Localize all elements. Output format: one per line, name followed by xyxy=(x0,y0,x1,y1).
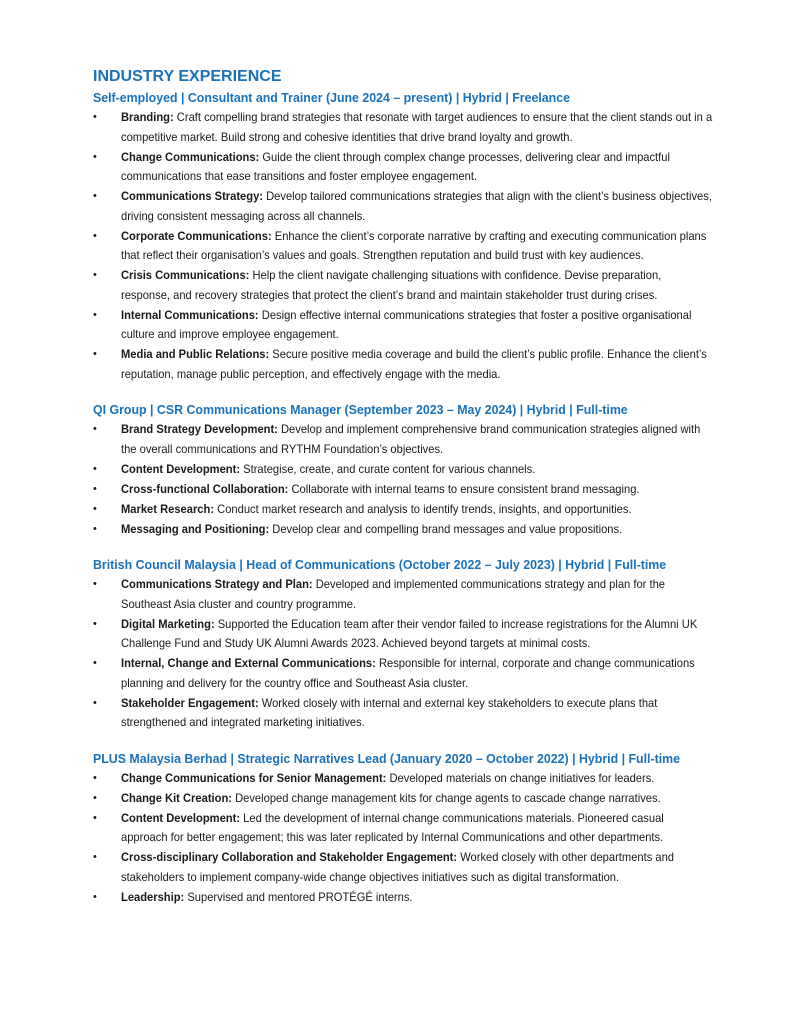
bullet-text: Developed materials on change initiatives for leaders. xyxy=(386,770,655,785)
bullet-icon: • xyxy=(93,308,97,321)
list-item xyxy=(93,148,713,187)
job-entry-self-employed xyxy=(93,90,713,384)
list-item xyxy=(93,345,713,384)
job-title: Self-employed | Consultant and Trainer (June 2024 – present) | Hybrid | Freelance xyxy=(93,90,571,105)
job-title: QI Group | CSR Communications Manager (September 2023 – May 2024) | Hybrid | Full-time xyxy=(93,402,628,417)
bullet-text: Help the client navigate challenging situations with confidence. Devise preparation, response, and recovery strategies that protect the client’s brand and maintain stakeholder trust during crises. xyxy=(121,268,662,302)
bullet-text: Worked closely with internal and external key stakeholders to execute plans that strengthened and integrated marketing initiatives. xyxy=(121,695,658,729)
bullet-text: Developed and implemented communications strategy and plan for the Southeast Asia cluster and country programme. xyxy=(121,577,665,611)
bullet-label: Media and Public Relations: xyxy=(121,347,270,361)
resume-page xyxy=(93,68,713,925)
bullet-text: Supervised and mentored PROTÉGÉ interns. xyxy=(184,889,413,904)
list-item xyxy=(93,266,713,305)
bullet-text: Conduct market research and analysis to identify trends, insights, and opportunities. xyxy=(214,501,632,516)
bullet-icon: • xyxy=(93,811,97,824)
bullet-text: Developed change management kits for change agents to cascade change narratives. xyxy=(231,790,661,805)
bullet-label: Branding: xyxy=(121,110,174,124)
bullet-label: Crisis Communications: xyxy=(121,268,250,282)
bullet-label: Change Communications: xyxy=(121,149,260,164)
list-item xyxy=(93,654,713,693)
list-item xyxy=(93,575,713,614)
list-item xyxy=(93,520,713,540)
bullet-icon: • xyxy=(93,269,97,281)
bullet-text: Develop tailored communications strategies that align with the client’s business objectives, driving consistent messaging across all channels. xyxy=(121,189,712,223)
bullet-text: Collaborate with internal teams to ensure consistent brand messaging. xyxy=(288,481,640,496)
job-bullets xyxy=(93,420,713,539)
job-bullets xyxy=(93,108,713,384)
bullet-icon: • xyxy=(93,111,97,123)
bullet-label: Market Research: xyxy=(121,501,215,516)
bullet-icon: • xyxy=(93,522,97,535)
list-item xyxy=(93,187,713,226)
job-title: British Council Malaysia | Head of Communications (October 2022 – July 2023) | Hybrid | Full-time xyxy=(93,557,667,572)
bullet-text: Craft compelling brand strategies that resonate with target audiences to ensure that the client stands out in a competitive market. Build strong and cohesive identities that drive brand loyalty and growth. xyxy=(121,110,713,144)
bullet-label: Cross-functional Collaboration: xyxy=(121,481,289,496)
bullet-text: Guide the client through complex change processes, delivering clear and impactful communications that ease transitions and foster employee engagement. xyxy=(121,149,670,183)
bullet-text: Supported the Education team after their vendor failed to increase registrations for the Alumni UK Challenge Fund and Study UK Alumni Awards 2023. Achieved beyond targets at minimal costs. xyxy=(121,616,698,650)
job-bullets xyxy=(93,575,713,733)
bullet-label: Cross-disciplinary Collaboration and Stakeholder Engagement: xyxy=(121,850,458,864)
bullet-label: Internal Communications: xyxy=(121,307,259,322)
bullet-label: Communications Strategy: xyxy=(121,189,264,203)
bullet-icon: • xyxy=(93,482,97,495)
bullet-icon: • xyxy=(93,150,97,163)
job-title: PLUS Malaysia Berhad | Strategic Narratives Lead (January 2020 – October 2022) | Hybrid | Full-time xyxy=(93,750,681,766)
bullet-icon: • xyxy=(93,851,97,863)
bullet-icon: • xyxy=(93,462,97,475)
bullet-text: Responsible for internal, corporate and change communications planning and delivery for the country office and Southeast Asia cluster. xyxy=(121,656,695,690)
bullet-icon: • xyxy=(93,791,97,804)
bullet-icon: • xyxy=(93,190,97,202)
list-item xyxy=(93,306,713,345)
list-item xyxy=(93,460,713,480)
job-bullets xyxy=(93,769,713,908)
bullet-icon: • xyxy=(93,890,97,903)
list-item xyxy=(93,500,713,520)
job-entry-plus-malaysia xyxy=(93,751,713,908)
section-title: INDUSTRY EXPERIENCE xyxy=(93,68,282,85)
bullet-icon: • xyxy=(93,229,97,242)
bullet-label: Brand Strategy Development: xyxy=(121,422,278,436)
bullet-icon: • xyxy=(93,502,97,515)
list-item xyxy=(93,420,713,459)
bullet-label: Stakeholder Engagement: xyxy=(121,695,259,710)
bullet-text: Develop clear and compelling brand messages and value propositions. xyxy=(269,521,623,536)
bullet-label: Leadership: xyxy=(121,889,185,904)
bullet-label: Change Kit Creation: xyxy=(121,790,232,805)
list-item xyxy=(93,694,713,733)
list-item xyxy=(93,789,713,809)
bullet-label: Messaging and Positioning: xyxy=(121,521,270,536)
bullet-text: Design effective internal communications strategies that foster a positive organisational culture and improve employee engagement. xyxy=(121,307,692,341)
bullet-text: Enhance the client’s corporate narrative by crafting and executing communication plans that reflect their organisation’s values and goals. Strengthen reputation and build trust with key audiences. xyxy=(121,228,707,262)
job-entry-qi-group xyxy=(93,402,713,539)
bullet-icon: • xyxy=(93,617,97,630)
bullet-icon: • xyxy=(93,657,97,669)
list-item xyxy=(93,480,713,500)
bullet-icon: • xyxy=(93,348,97,360)
bullet-label: Communications Strategy and Plan: xyxy=(121,577,313,591)
job-entry-british-council xyxy=(93,557,713,733)
list-item xyxy=(93,769,713,789)
list-item xyxy=(93,809,713,848)
bullet-icon: • xyxy=(93,578,97,590)
bullet-label: Corporate Communications: xyxy=(121,228,272,243)
bullet-text: Strategise, create, and curate content for various channels. xyxy=(240,461,536,476)
list-item xyxy=(93,108,713,147)
bullet-label: Content Development: xyxy=(121,461,241,476)
bullet-icon: • xyxy=(93,696,97,709)
bullet-text: Worked closely with other departments and stakeholders to implement company-wide change objectives initiatives such as digital transformation. xyxy=(121,850,675,884)
bullet-text: Develop and implement comprehensive brand communication strategies aligned with the overall communications and RYTHM Foundation’s objectives. xyxy=(121,422,701,456)
bullet-text: Secure positive media coverage and build the client’s public profile. Enhance the client’s reputation, manage public perception, and effectively engage with the media. xyxy=(121,347,707,381)
list-item xyxy=(93,888,713,908)
bullet-label: Content Development: xyxy=(121,810,241,825)
bullet-icon: • xyxy=(93,771,97,784)
bullet-label: Internal, Change and External Communications: xyxy=(121,656,376,670)
list-item xyxy=(93,848,713,887)
list-item xyxy=(93,615,713,654)
bullet-label: Digital Marketing: xyxy=(121,616,215,631)
bullet-label: Change Communications for Senior Management: xyxy=(121,770,387,785)
list-item xyxy=(93,227,713,266)
bullet-icon: • xyxy=(93,423,97,435)
bullet-text: Led the development of internal change communications materials. Pioneered casual approach for better engagement; this was later replicated by Internal Communications and other departments. xyxy=(121,810,664,844)
